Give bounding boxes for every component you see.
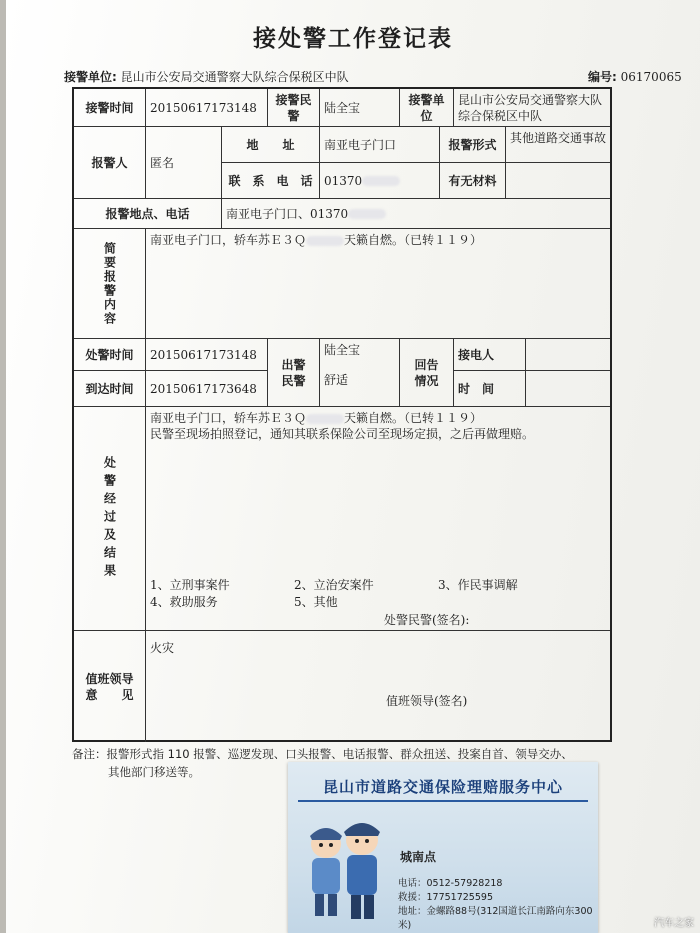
receive-officer-label: 接警民警	[268, 89, 320, 127]
phone-value: 01370	[324, 173, 363, 188]
option-other: 5、其他	[294, 595, 338, 609]
registration-form	[72, 87, 612, 742]
option-public-security-case: 2、立治安案件	[294, 578, 374, 592]
leader-opinion-value: 火灾	[150, 641, 175, 655]
summary-content	[146, 229, 610, 339]
result-line2: 民警至现场拍照登记，通知其联系保险公司至现场定损，之后再做理赔。	[150, 427, 535, 441]
redaction-blur	[306, 414, 344, 424]
reporter-label: 报警人	[74, 127, 146, 199]
location-value: 南亚电子门口、01370	[226, 206, 349, 221]
dispatch-officer-1: 陆全宝	[324, 343, 361, 357]
receive-unit-label: 接警单位	[400, 89, 454, 127]
address-value: 南亚电子门口	[320, 127, 440, 163]
location-field	[222, 199, 610, 229]
header-number	[588, 68, 682, 85]
card-divider	[298, 800, 588, 802]
paper-sheet	[6, 0, 700, 933]
result-content	[146, 407, 610, 631]
receive-time-label: 接警时间	[74, 89, 146, 127]
handle-time-label: 处警时间	[74, 339, 146, 371]
dispatch-officers-values	[320, 339, 400, 407]
option-criminal-case: 1、立刑事案件	[150, 578, 230, 592]
card-phone: 电话：0512-57928218	[398, 878, 503, 889]
header-number-label: 编号:	[588, 70, 617, 84]
header-unit	[64, 68, 349, 85]
leader-opinion-content	[146, 631, 610, 742]
reply-time-value	[526, 371, 610, 407]
card-address: 地址：金螺路88号(312国道长江南路向东300米)	[398, 906, 593, 931]
result-label-cell	[74, 407, 146, 631]
material-value	[506, 163, 610, 199]
report-form-value: 其他道路交通事故	[506, 127, 610, 163]
result-options	[150, 577, 590, 593]
phone-label: 联 系 电 话	[222, 163, 320, 199]
receive-time-value: 20150617173148	[146, 89, 268, 127]
summary-label-cell	[74, 229, 146, 339]
leader-opinion-label: 值班领导意 见	[74, 631, 146, 742]
leader-sign: 值班领导(签名)	[386, 694, 468, 708]
remarks-line2: 其他部门移送等。	[108, 765, 200, 779]
arrive-time-value: 20150617173648	[146, 371, 268, 407]
receiver-label: 接电人	[454, 339, 526, 371]
header-unit-value: 昆山市公安局交通警察大队综合保税区中队	[120, 70, 349, 84]
arrive-time-label: 到达时间	[74, 371, 146, 407]
address-label: 地 址	[222, 127, 320, 163]
option-civil-mediation: 3、作民事调解	[438, 578, 518, 592]
summary-text-b: 天籁自燃。（已转１１９）	[344, 233, 483, 247]
result-sign: 处警民警(签名):	[384, 613, 470, 627]
reply-status-label: 回告情况	[400, 339, 454, 407]
result-options-2	[150, 594, 590, 610]
card-title: 昆山市道路交通保险理赔服务中心	[322, 778, 563, 796]
redaction-blur	[306, 236, 344, 246]
form-title: 接处警工作登记表	[253, 26, 453, 52]
result-label: 处警经过及结果	[102, 455, 117, 582]
material-label: 有无材料	[440, 163, 506, 199]
summary-text-a: 南亚电子门口，轿车苏Ｅ３Ｑ	[150, 233, 307, 247]
header-unit-label: 接警单位:	[64, 70, 117, 84]
handle-time-value: 20150617173148	[146, 339, 268, 371]
dispatch-officer-2: 舒适	[324, 373, 349, 387]
result-line1-b: 天籁自燃。（已转１１９）	[344, 411, 483, 425]
receive-unit-value: 昆山市公安局交通警察大队综合保税区中队	[454, 89, 610, 127]
option-rescue-service: 4、救助服务	[150, 595, 218, 609]
redaction-blur	[348, 209, 386, 219]
remarks-line1: 备注：报警形式指 110 报警、巡逻发现、口头报警、电话报警、群众扭送、投案自首、领导交办、	[72, 747, 573, 761]
receive-officer-value: 陆全宝	[320, 89, 400, 127]
reply-time-label: 时 间	[454, 371, 526, 407]
summary-label: 简要报警内容	[102, 241, 117, 326]
card-office: 城南点	[400, 850, 437, 864]
location-label: 报警地点、电话	[74, 199, 222, 229]
report-form-label: 报警形式	[440, 127, 506, 163]
redaction-blur	[362, 176, 400, 186]
card-rescue: 救援：17751725595	[398, 892, 493, 903]
receiver-value	[526, 339, 610, 371]
dispatch-officers-label: 出警民警	[268, 339, 320, 407]
phone-field	[320, 163, 440, 199]
business-card	[288, 762, 598, 933]
police-mascot-icon	[300, 814, 392, 926]
reporter-value: 匿名	[146, 127, 222, 199]
watermark: 汽车之家	[654, 918, 694, 929]
header-number-value: 06170065	[620, 70, 682, 84]
result-line1-a: 南亚电子门口，轿车苏Ｅ３Ｑ	[150, 411, 307, 425]
